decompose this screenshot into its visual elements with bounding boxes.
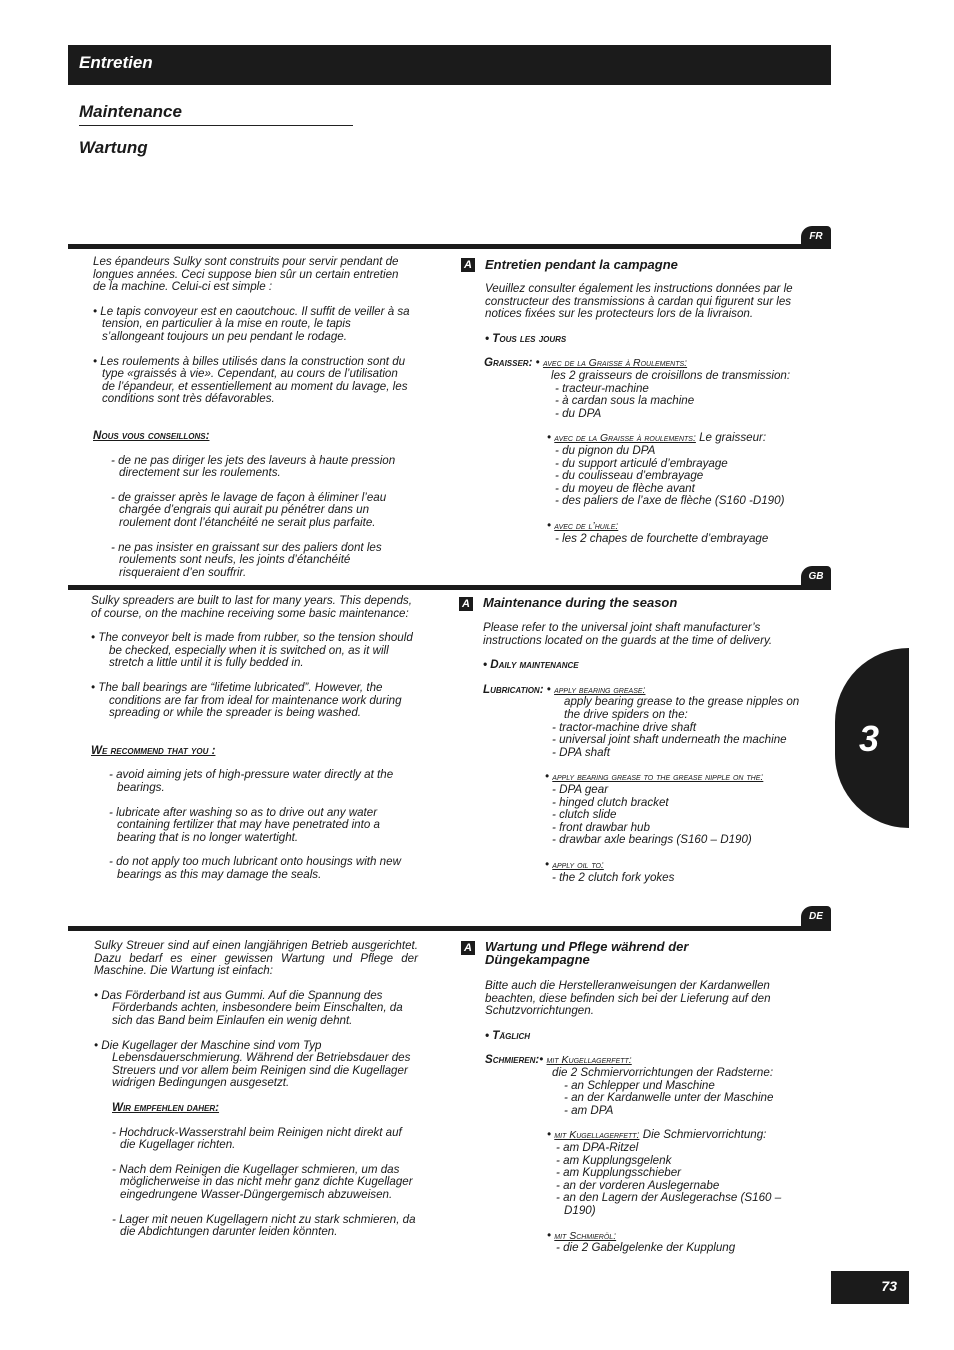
de-g1-item: - an der Kardanwelle unter der Maschine — [564, 1091, 774, 1105]
gb-g2-item: - drawbar axle bearings (S160 – D190) — [552, 833, 752, 847]
fr-g2-item: - des paliers de l’axe de flèche (S160 -D190) — [555, 494, 785, 508]
fr-g2-tail: Le graisseur: — [695, 431, 767, 445]
de-g2-head: mit Kugellagerfett: — [554, 1129, 640, 1142]
fr-g2-head: avec de la Graisse à roulements: — [554, 432, 696, 445]
gb-g2-item: - clutch slide — [552, 808, 617, 822]
fr-daily: • Tous les jours — [485, 331, 567, 345]
de-g2-tail: Die Schmiervorrichtung: — [639, 1128, 767, 1142]
gb-g1-head: apply bearing grease: — [554, 683, 646, 696]
gb-section-title: Maintenance during the season — [483, 595, 678, 610]
fr-section-marker: A — [461, 258, 475, 272]
gb-section-marker: A — [459, 597, 473, 611]
lang-tag-gb: GB — [801, 566, 831, 588]
fr-recommend-heading: Nous vous conseillons: — [93, 428, 210, 442]
header-bar — [68, 45, 831, 85]
gb-rec-1: - avoid aiming jets of high-pressure water directly at the bearings. — [109, 768, 394, 794]
fr-left-column — [93, 256, 411, 579]
section-rule-fr — [68, 244, 831, 249]
de-g2-item: - an der vorderen Auslegernabe — [556, 1178, 720, 1192]
section-rule-gb — [68, 585, 831, 590]
fr-g1-item: - du DPA — [555, 406, 602, 420]
fr-g2-item: - du moyeu de flèche avant — [555, 481, 695, 495]
fr-g1-item: - à cardan sous la machine — [555, 394, 695, 408]
fr-g2-item: - du coulisseau d’embrayage — [555, 469, 704, 483]
fr-g3-head: avec de l’huile: — [554, 519, 619, 532]
gb-g2-head: apply bearing grease to the grease nipple on the: — [552, 771, 764, 784]
fr-rec-2: - de graisser après le lavage de façon à éliminer l’eau chargée d’engrais qui aurait pu pénétrer dans un roulement dont l’étanchéité ne serait plus parfaite. — [111, 490, 387, 529]
gb-right-column: Please refer to the universal joint shaft manufacturer’s instructions located on the guards at the time of delivery. • Daily maintenance Lubrication: • apply bearing grease: apply bearing grease to the grease nipples on the drive spiders on the: - tractor-machine drive shaft - universal joint shaft underneath the machine - DPA shaft • apply bearing grease to the grease nipple on the: - DPA gear - hinged clutch bracket - clutch slide - front drawbar hub - drawbar axle bearings (S160 – D190) • apply oil to: - the 2 clutch fork yokes — [483, 622, 808, 884]
section-rule-de — [68, 926, 831, 931]
de-bullet-1: • Das Förderband ist aus Gummi. Auf die Spannung des Förderbands achten, insbesondere beim Einschalten, da sich das Band beim Einlaufen ein wenig dehnt. — [94, 988, 403, 1027]
gb-g2-item: - DPA gear — [552, 782, 609, 796]
fr-intro: Les épandeurs Sulky sont construits pour servir pendant de longues années. Ceci suppose bien sûr un certain entretien de la machine. Celui-ci est simple : — [93, 255, 399, 294]
fr-right-column: Veuillez consulter également les instructions données par le constructeur des transmissions à cardan qui figurent sur les notices fixées sur les protecteurs lors de la livraison. • Tous les jours Graisser: • avec de la Graisse à Roulements: les 2 graisseurs de croisillons de transmission: - tracteur-machine - à cardan sous la machine - du DPA • avec de la Graisse à roulements: Le graisseur: - du pignon du DPA - du support articulé d’embrayage - du coulisseau d’embrayage - du moyeu de flèche avant - des paliers de l’axe de flèche (S160 -D190) • avec de l’huile: - les 2 chapes de fourchette d’embrayage — [485, 283, 805, 545]
gb-rec-3: - do not apply too much lubricant onto housings with new bearings as this may damage the seals. — [109, 855, 401, 881]
de-g3-head: mit Schmieröl: — [554, 1229, 617, 1242]
gb-g2-item: - hinged clutch bracket — [552, 795, 669, 809]
gb-recommend-heading: We recommend that you : — [91, 743, 216, 757]
de-rec-1: - Hochdruck-Wasserstrahl beim Reinigen nicht direkt auf die Kugellager richten. — [112, 1125, 402, 1152]
de-g2-item: - am Kupplungsgelenk — [556, 1153, 672, 1167]
gb-consult: Please refer to the universal joint shaft manufacturer’s instructions located on the guards at the time of delivery. — [483, 621, 773, 647]
fr-g1-head: avec de la Graisse à Roulements: — [542, 357, 688, 370]
page-number-box — [831, 1271, 909, 1304]
de-g1-head: mit Kugellagerfett: — [546, 1054, 632, 1067]
fr-g1-item: - tracteur-machine — [555, 381, 649, 395]
fr-g2-item: - du support articulé d’embrayage — [555, 456, 728, 470]
gb-g1-item: - DPA shaft — [552, 745, 610, 759]
gb-bullet-1: • The conveyor belt is made from rubber, so the tension should be checked, especially when it is switched on, as it will stretch a little until it is fully bedded in. — [91, 631, 413, 670]
de-rec-3: - Lager mit neuen Kugellagern nicht zu stark schmieren, da die Abdichtungen darunter leiden könnten. — [112, 1212, 416, 1239]
de-g2-item: - an den Lagern der Auslegerachse (S160 –D190) — [556, 1191, 782, 1217]
fr-consult: Veuillez consulter également les instructions données par le constructeur des transmissions à cardan qui figurent sur les notices fixées sur les protecteurs lors de la livraison. — [485, 282, 793, 321]
title-wartung: Wartung — [79, 138, 148, 157]
chapter-number: 3 — [859, 718, 880, 759]
gb-g2-item: - front drawbar hub — [552, 820, 650, 834]
title-maintenance: Maintenance — [79, 102, 182, 121]
gb-rec-2: - lubricate after washing so as to drive out any water containing fertilizer that may have penetrated into a bearing that is no longer watertight. — [109, 805, 380, 844]
de-g1-item: - am DPA — [564, 1103, 614, 1117]
fr-g3-item: - les 2 chapes de fourchette d’embrayage — [555, 531, 769, 545]
chapter-tab — [835, 648, 909, 828]
de-g3-item: - die 2 Gabelgelenke der Kupplung — [556, 1241, 736, 1255]
de-intro: Sulky Streuer sind auf einen langjährigen Betrieb ausgerichtet. Dazu bedarf es einer gewissen Wartung und Pflege der Maschine. Die Wartung ist einfach: — [94, 939, 418, 978]
gb-g1-sub: apply bearing grease to the grease nipples on the drive spiders on the: — [564, 695, 800, 721]
gb-g1-item: - tractor-machine drive shaft — [552, 720, 697, 734]
de-recommend-heading: Wir empfehlen daher: — [112, 1100, 220, 1114]
de-rec-2: - Nach dem Reinigen die Kugellager schmieren, um das möglicherweise in das nicht mehr ganz dichte Kugellager eingedrungene Wasser-Düngergemisch abzuweisen. — [112, 1162, 413, 1201]
de-right-column: Bitte auch die Herstelleranweisungen der Kardanwellen beachten, diese befinden sich bei der Lieferung auf den Schutzvorrichtungen. • Täglich Schmieren:• mit Kugellagerfett: die 2 Schmiervorrichtungen der Radsterne: - an Schlepper und Maschine - an der Kardanwelle unter der Maschine - am DPA • mit Kugellagerfett: Die Schmiervorrichtung: - am DPA-Ritzel - am Kupplungsgelenk - am Kupplungsschieber - an der vorderen Auslegernabe - an den Lagern der Auslegerachse (S160 –D190) • mit Schmieröl: - die 2 Gabelgelenke der Kupplung — [485, 980, 807, 1255]
lang-tag-de: DE — [801, 906, 831, 928]
fr-grease-label: Graisser: — [484, 356, 533, 370]
de-section-marker: A — [461, 941, 475, 955]
fr-bullet-2: • Les roulements à billes utilisés dans la construction sont du type «graissés à vie». Cependant, au cours de l’utilisation de l’épandeur, et essentiellement au moment du lavage, les conditions sont très défavorables. — [93, 354, 408, 406]
lang-tag-fr: FR — [801, 226, 831, 248]
gb-g1-item: - universal joint shaft underneath the machine — [552, 733, 787, 747]
fr-section-title: Entretien pendant la campagne — [485, 257, 678, 272]
fr-g1-sub: les 2 graisseurs de croisillons de transmission: — [551, 368, 791, 382]
fr-g2-item: - du pignon du DPA — [555, 443, 656, 457]
de-grease-label: Schmieren: — [485, 1053, 540, 1067]
header-title: Entretien — [79, 53, 153, 72]
de-g1-item: - an Schlepper und Maschine — [564, 1078, 715, 1092]
fr-rec-3: - ne pas insister en graissant sur des paliers dont les roulements sont neufs, les joints d’étanchéité risqueraient d’en souffrir. — [111, 540, 382, 579]
de-bullet-2: • Die Kugellager der Maschine sind vom Typ Lebensdauerschmierung. Während der Betriebsdauer des Streuers und vor allem beim Reinigen sind die Kugellager widrigen Bedingungen ausgesetzt. — [94, 1038, 411, 1090]
fr-rec-1: - de ne pas diriger les jets des laveurs à haute pression directement sur les roulements. — [111, 453, 396, 480]
gb-bullet-2: • The ball bearings are “lifetime lubricated”. However, the conditions are far from ideal for maintenance work during spreading or while the spreader is being washed. — [91, 680, 402, 720]
de-daily: • Täglich — [485, 1028, 531, 1042]
gb-daily: • Daily maintenance — [483, 658, 579, 672]
de-g1-sub: die 2 Schmiervorrichtungen der Radsterne: — [552, 1065, 774, 1079]
gb-intro: Sulky spreaders are built to last for many years. This depends, of course, on the machine receiving some basic maintenance: — [91, 594, 412, 620]
title-divider — [79, 125, 353, 126]
de-g2-item: - am DPA-Ritzel — [556, 1140, 639, 1154]
gb-g3-item: - the 2 clutch fork yokes — [552, 870, 675, 884]
gb-g3-head: apply oil to: — [552, 858, 604, 871]
de-consult: Bitte auch die Herstelleranweisungen der Kardanwellen beachten, diese befinden sich bei der Lieferung auf den Schutzvorrichtungen. — [485, 979, 771, 1018]
gb-left-column — [91, 595, 417, 882]
de-g2-item: - am Kupplungsschieber — [556, 1166, 682, 1180]
de-left-column — [94, 940, 418, 1239]
de-section-title: Wartung und Pflege während der Düngekampagne — [485, 939, 689, 967]
page-number: 73 — [881, 1278, 897, 1294]
fr-bullet-1: • Le tapis convoyeur est en caoutchouc. Il suffit de veiller à sa tension, en particulier à la mise en route, le tapis s’allongeant toujours un peu pendant le rodage. — [93, 304, 410, 343]
gb-grease-label: Lubrication: — [483, 682, 544, 696]
